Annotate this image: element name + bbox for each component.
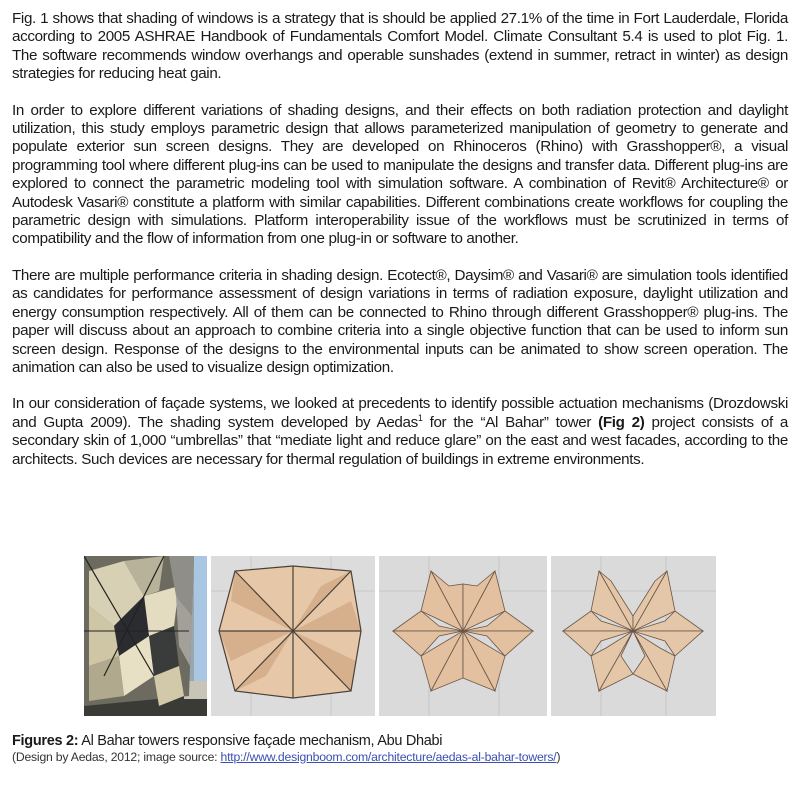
document-body xyxy=(12,10,788,487)
figure-2 xyxy=(84,556,716,716)
figure-panel-umbrella-closed xyxy=(211,556,375,716)
paragraph-facade-precedents: In our consideration of façade systems, we looked at precedents to identify possible actuation mechanisms (Drozdowski and Gupta 2009). The shading system developed by Aedas$^1$ for the “Al Bahar” tower (Fig 2) project consists of a secondary skin of 1,000 “umbrellas” that “mediate light and reduce glare” on the east and west facades, according to the architects. Such devices are necessary for thermal regulation of buildings in extreme environments. xyxy=(12,395,789,468)
figure-panel-umbrella-half-open xyxy=(379,556,547,716)
footnote-marker: 1 xyxy=(417,412,423,423)
umbrella-open-image xyxy=(551,556,716,716)
paragraph-shading-strategy: Fig. 1 shows that shading of windows is a strategy that is should be applied 27.1% of the time in Fort Lauderdale, Florida according to 2005 ASHRAE Handbook of Fundamentals Comfort Model. Climate Consultant 5.4 is used to plot Fig. 1. The software recommends window overhangs and operable sunshades (extend in summer, retract in winter) as design strategies for reducing heat gain. xyxy=(12,10,788,83)
figure-panel-umbrella-open xyxy=(551,556,716,716)
umbrella-closed-image xyxy=(211,556,375,716)
source-link[interactable]: http://www.designboom.com/architecture/aedas-al-bahar-towers/ xyxy=(220,750,557,764)
tower-facade-image xyxy=(84,556,207,716)
figure-panel-tower-photo xyxy=(84,556,207,716)
paragraph-performance-criteria: There are multiple performance criteria in shading design. Ecotect®, Daysim® and Vasari® are simulation tools identified as candidates for performance assessment of design variations in terms of radiation exposure, daylight utilization and energy consumption respectively. All of them can be connected to Rhino through different Grasshopper® plug-ins. The paper will discuss about an approach to combine criteria into a single objective function that can be used to inform sun screen design. Response of the designs to the environmental inputs can be animated to show screen operation. The animation can also be used to visualize design optimization. xyxy=(12,266,788,376)
figure-caption xyxy=(12,733,788,765)
caption-source: (Design by Aedas, 2012; image source: http://www.designboom.com/architecture/aedas-al-bahar-towers/) xyxy=(12,750,561,764)
figure-reference: (Fig 2) xyxy=(598,413,645,431)
paragraph-parametric-design: In order to explore different variations of shading designs, and their effects on both radiation protection and daylight utilization, this study employs parametric design that allows parameterized manipulation of geometry to generate and populate exterior sun screen designs. They are developed on Rhinoceros (Rhino) with Grasshopper®, a visual programming tool where different plug-ins can be used to manipulate the designs and transfer data. Different plug-ins are explored to connect the parametric modeling tool with simulation software. A combination of Revit® Architecture® or Autodesk Vasari® constitute a platform with similar capabilities. Different combinations create workflows for coupling the parametric design with simulations. Platform interoperability issue of the workflows must be scrutinized in terms of compatibility and the flow of information from one plug-in or software to another. xyxy=(12,101,788,248)
caption-title: Figures 2: Al Bahar towers responsive façade mechanism, Abu Dhabi xyxy=(12,733,443,749)
umbrella-half-open-image xyxy=(379,556,547,716)
